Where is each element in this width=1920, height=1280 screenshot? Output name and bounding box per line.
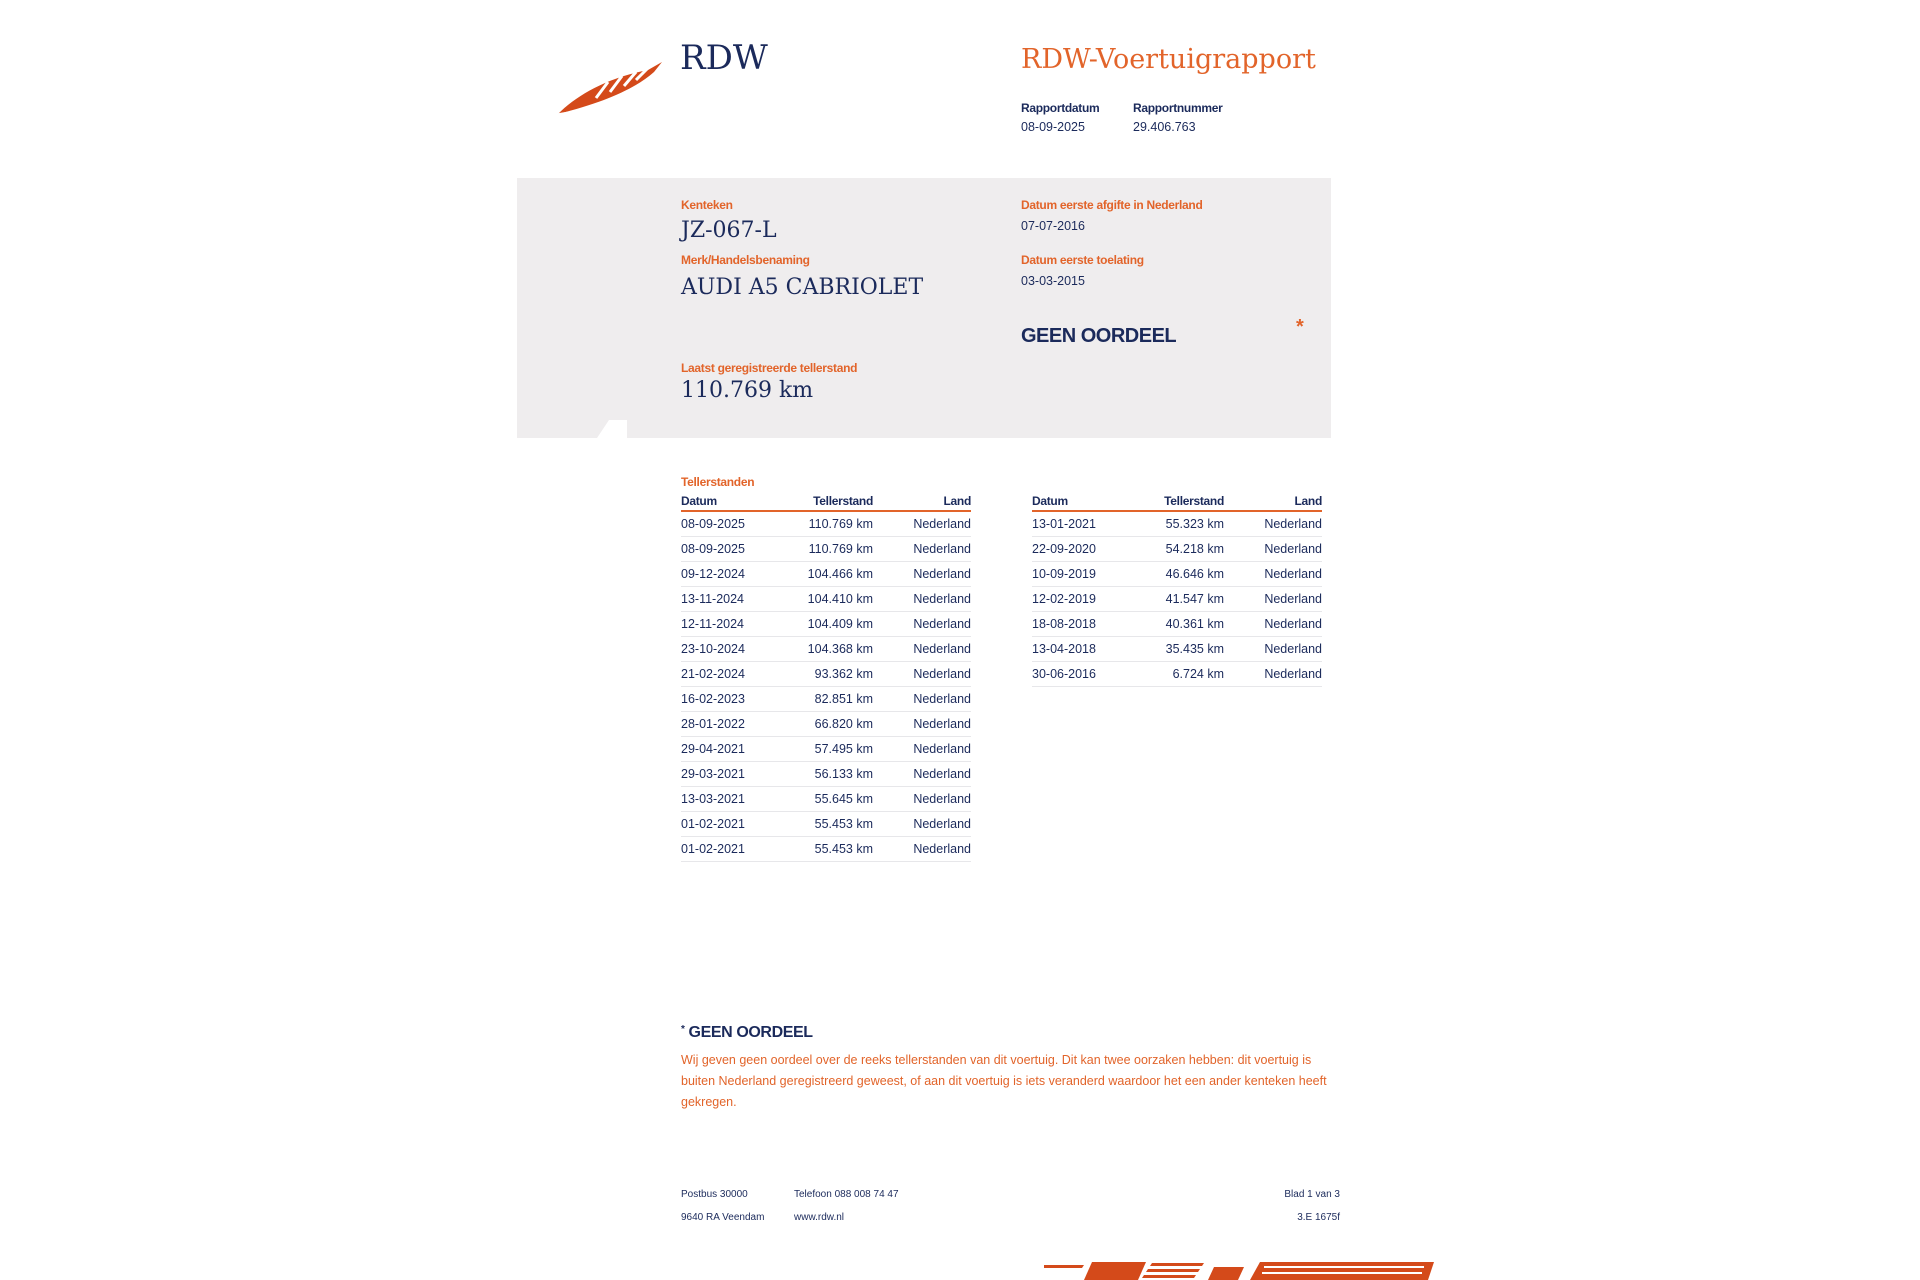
- first-admission: 03-03-2015: [1021, 274, 1085, 288]
- reading-odometer: 55.323 km: [1132, 511, 1224, 537]
- table-row: [1032, 637, 1322, 662]
- decorative-stripes-icon: [1044, 1262, 1434, 1280]
- reading-country: Nederland: [873, 587, 971, 612]
- reading-date: 01-02-2021: [681, 812, 781, 837]
- reading-odometer: 40.361 km: [1132, 612, 1224, 637]
- readings-title: Tellerstanden: [681, 475, 755, 489]
- reading-date: 29-03-2021: [681, 762, 781, 787]
- reading-date: 18-08-2018: [1032, 612, 1132, 637]
- plate-label: Kenteken: [681, 198, 733, 212]
- reading-date: 22-09-2020: [1032, 537, 1132, 562]
- report-title: RDW-Voertuigrapport: [1021, 44, 1316, 75]
- table-row: [1032, 537, 1322, 562]
- reading-odometer: 104.466 km: [781, 562, 873, 587]
- table-row: [1032, 612, 1322, 637]
- table-row: [681, 637, 971, 662]
- reading-odometer: 110.769 km: [781, 511, 873, 537]
- reading-country: Nederland: [1224, 562, 1322, 587]
- reading-date: 13-03-2021: [681, 787, 781, 812]
- reading-country: Nederland: [873, 737, 971, 762]
- table-row: [681, 762, 971, 787]
- note-title: GEEN OORDEEL: [688, 1024, 813, 1041]
- col-country: Land: [1224, 494, 1322, 511]
- reading-date: 09-12-2024: [681, 562, 781, 587]
- reading-date: 30-06-2016: [1032, 662, 1132, 687]
- footer-address-1: Postbus 30000: [681, 1189, 748, 1200]
- col-odometer: Tellerstand: [1132, 494, 1224, 511]
- reading-country: Nederland: [1224, 637, 1322, 662]
- table-row: [1032, 562, 1322, 587]
- table-row: [681, 737, 971, 762]
- col-date: Datum: [681, 494, 781, 511]
- org-name: RDW: [680, 38, 768, 78]
- reading-odometer: 104.368 km: [781, 637, 873, 662]
- reading-date: 12-11-2024: [681, 612, 781, 637]
- vehicle-panel: [517, 178, 1331, 438]
- reading-country: Nederland: [1224, 587, 1322, 612]
- reading-odometer: 93.362 km: [781, 662, 873, 687]
- reading-odometer: 57.495 km: [781, 737, 873, 762]
- footer-page: Blad 1 van 3: [1284, 1189, 1340, 1200]
- readings-table-left: [681, 494, 971, 862]
- reading-country: Nederland: [873, 537, 971, 562]
- table-row: [681, 787, 971, 812]
- reading-odometer: 82.851 km: [781, 687, 873, 712]
- table-row: [681, 812, 971, 837]
- footer-address-2: 9640 RA Veendam: [681, 1212, 765, 1223]
- reading-country: Nederland: [1224, 511, 1322, 537]
- report-date: 08-09-2025: [1021, 120, 1085, 134]
- reading-odometer: 56.133 km: [781, 762, 873, 787]
- table-row: [681, 511, 971, 537]
- table-row: [681, 837, 971, 862]
- reading-odometer: 6.724 km: [1132, 662, 1224, 687]
- table-row: [1032, 511, 1322, 537]
- table-row: [681, 712, 971, 737]
- table-row: [1032, 587, 1322, 612]
- reading-date: 28-01-2022: [681, 712, 781, 737]
- footer-phone: Telefoon 088 008 74 47: [794, 1189, 899, 1200]
- note-text: Wij geven geen oordeel over de reeks tellerstanden van dit voertuig. Dit kan twee oorzaken hebben: dit voertuig is buiten Nederland geregistreerd geweest, of aan dit voertuig is iets veranderd waardoor het een ander kenteken heeft gekregen.: [681, 1053, 1327, 1109]
- reading-date: 12-02-2019: [1032, 587, 1132, 612]
- reading-country: Nederland: [873, 562, 971, 587]
- note-heading: [681, 1024, 813, 1042]
- table-row: [681, 612, 971, 637]
- reading-country: Nederland: [873, 787, 971, 812]
- reading-country: Nederland: [873, 762, 971, 787]
- col-date: Datum: [1032, 494, 1132, 511]
- report-number-label: Rapportnummer: [1133, 101, 1223, 115]
- first-admission-label: Datum eerste toelating: [1021, 253, 1144, 267]
- odometer: 110.769 km: [681, 378, 814, 403]
- first-issue: 07-07-2016: [1021, 219, 1085, 233]
- reading-odometer: 55.645 km: [781, 787, 873, 812]
- make: AUDI A5 CABRIOLET: [681, 275, 924, 300]
- reading-odometer: 55.453 km: [781, 812, 873, 837]
- readings-table-right: [1032, 494, 1322, 687]
- reading-country: Nederland: [1224, 662, 1322, 687]
- reading-date: 13-04-2018: [1032, 637, 1132, 662]
- table-row: [681, 587, 971, 612]
- reading-date: 08-09-2025: [681, 537, 781, 562]
- table-row: [681, 662, 971, 687]
- reading-date: 23-10-2024: [681, 637, 781, 662]
- reading-odometer: 35.435 km: [1132, 637, 1224, 662]
- first-issue-label: Datum eerste afgifte in Nederland: [1021, 198, 1203, 212]
- reading-date: 21-02-2024: [681, 662, 781, 687]
- reading-country: Nederland: [1224, 612, 1322, 637]
- reading-odometer: 66.820 km: [781, 712, 873, 737]
- col-country: Land: [873, 494, 971, 511]
- reading-odometer: 46.646 km: [1132, 562, 1224, 587]
- reading-odometer: 104.409 km: [781, 612, 873, 637]
- table-row: [681, 562, 971, 587]
- reading-country: Nederland: [873, 837, 971, 862]
- footer-code: 3.E 1675f: [1297, 1212, 1340, 1223]
- reading-country: Nederland: [873, 687, 971, 712]
- table-row: [681, 537, 971, 562]
- report-number: 29.406.763: [1133, 120, 1196, 134]
- reading-odometer: 41.547 km: [1132, 587, 1224, 612]
- reading-country: Nederland: [873, 612, 971, 637]
- reading-odometer: 110.769 km: [781, 537, 873, 562]
- reading-country: Nederland: [873, 637, 971, 662]
- make-label: Merk/Handelsbenaming: [681, 253, 810, 267]
- reading-odometer: 55.453 km: [781, 837, 873, 862]
- reading-country: Nederland: [873, 511, 971, 537]
- reading-date: 10-09-2019: [1032, 562, 1132, 587]
- reading-odometer: 104.410 km: [781, 587, 873, 612]
- reading-country: Nederland: [873, 812, 971, 837]
- reading-odometer: 54.218 km: [1132, 537, 1224, 562]
- plate: JZ-067-L: [681, 218, 777, 243]
- table-row: [681, 687, 971, 712]
- verdict-marker: *: [1296, 316, 1304, 338]
- reading-date: 08-09-2025: [681, 511, 781, 537]
- reading-date: 16-02-2023: [681, 687, 781, 712]
- verdict: GEEN OORDEEL: [1021, 325, 1177, 347]
- report-date-label: Rapportdatum: [1021, 101, 1100, 115]
- odometer-label: Laatst geregistreerde tellerstand: [681, 361, 858, 375]
- rdw-logo-icon: [556, 58, 668, 118]
- footer-website[interactable]: www.rdw.nl: [794, 1212, 845, 1223]
- note-marker: *: [681, 1024, 685, 1035]
- reading-date: 13-11-2024: [681, 587, 781, 612]
- reading-country: Nederland: [873, 662, 971, 687]
- table-row: [1032, 662, 1322, 687]
- reading-country: Nederland: [1224, 537, 1322, 562]
- reading-date: 01-02-2021: [681, 837, 781, 862]
- reading-date: 13-01-2021: [1032, 511, 1132, 537]
- col-odometer: Tellerstand: [781, 494, 873, 511]
- reading-date: 29-04-2021: [681, 737, 781, 762]
- reading-country: Nederland: [873, 712, 971, 737]
